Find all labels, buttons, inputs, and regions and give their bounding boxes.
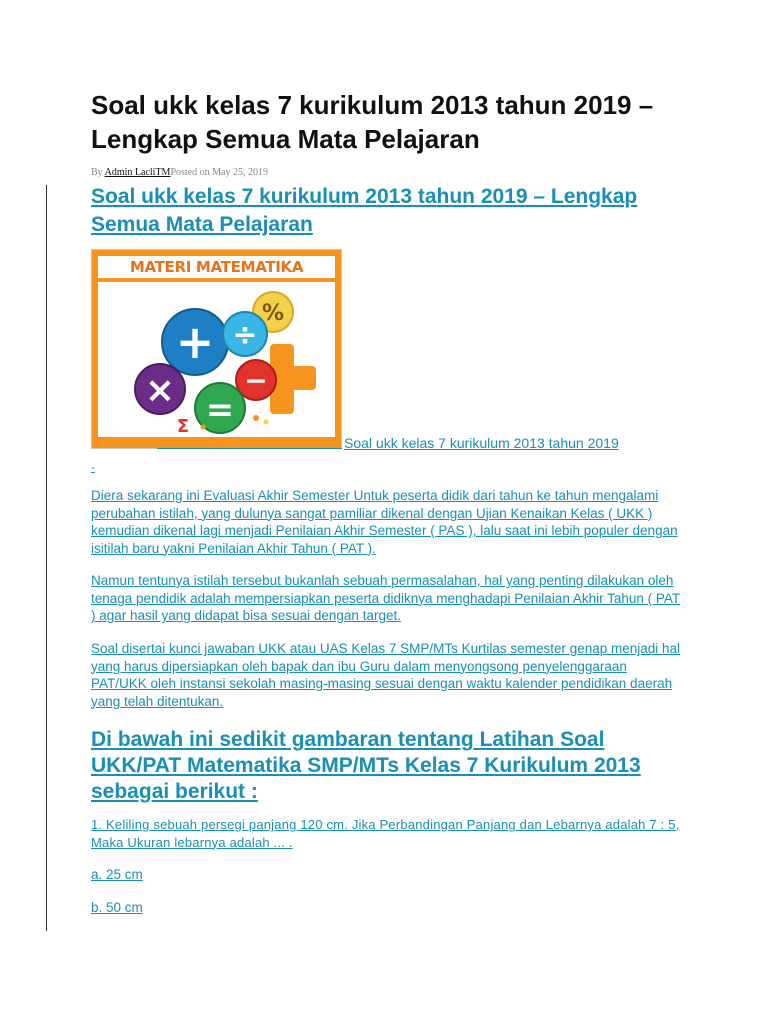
- dash-link[interactable]: -: [91, 460, 95, 474]
- minus-symbol: −: [244, 364, 268, 397]
- paragraph-1[interactable]: Diera sekarang ini Evaluasi Akhir Semester Untuk peserta didik dari tahun ke tahun mengalami perubahan istilah, yang dulunya sangat pamiliar dikenal dengan Ujian Kenaikan Kelas ( UKK ) kemudian dikenal lagi menjadi Penilaian Akhir Semester ( PAS ), lalu saat ini lebih populer dengan isitilah baru yakni Penilaian Akhir Tahun ( PAT ).: [91, 488, 678, 556]
- hero-image[interactable]: [91, 249, 342, 449]
- left-margin-rule: [46, 185, 47, 931]
- paragraph-3[interactable]: Soal disertai kunci jawaban UKK atau UAS Kelas 7 SMP/MTs Kurtilas semester genap menjadi hal yang harus dipersiapkan oleh bapak dan ibu Guru dalam menyongsong penyelenggaraan PAT/UKK oleh instansi sekolah masing-masing sesuai dengan waktu kalender pendidikan daerah yang telah ditentukan.: [91, 641, 681, 709]
- article-heading-link[interactable]: Soal ukk kelas 7 kurikulum 2013 tahun 2019 – Lengkap Semua Mata Pelajaran: [91, 185, 638, 236]
- percent-symbol: %: [261, 301, 285, 326]
- image-caption-link[interactable]: Soal ukk kelas 7 kurikulum 2013 tahun 2019: [344, 435, 619, 451]
- page-title: Soal ukk kelas 7 kurikulum 2013 tahun 2019 – Lengkap Semua Mata Pelajaran: [91, 90, 654, 154]
- section-subheading[interactable]: Di bawah ini sedikit gambaran tentang Latihan Soal UKK/PAT Matematika SMP/MTs Kelas 7 Kurikulum 2013 sebagai berikut :: [91, 728, 641, 803]
- hero-banner-text: MATERI MATEMATIKA: [98, 256, 335, 278]
- image-link-underline: [157, 448, 342, 449]
- divide-symbol: ÷: [232, 318, 258, 353]
- option-a[interactable]: a. 25 cm: [91, 867, 143, 882]
- option-b[interactable]: b. 50 cm: [91, 900, 143, 915]
- byline-posted: Posted on May 25, 2019: [170, 167, 268, 178]
- plus-symbol: +: [175, 315, 215, 369]
- author-link[interactable]: Admin LacliTM: [104, 167, 171, 178]
- question-1[interactable]: 1. Keliling sebuah persegi panjang 120 cm. Jika Perbandingan Panjang dan Lebarnya adalah 7 : 5, Maka Ukuran lebarnya adalah ... .: [91, 817, 680, 850]
- sigma-symbol: Σ: [176, 416, 190, 437]
- times-symbol: ×: [144, 370, 176, 411]
- byline-by: By: [91, 167, 105, 178]
- byline: [91, 167, 268, 178]
- paragraph-2[interactable]: Namun tentunya istilah tersebut bukanlah sebuah permasalahan, hal yang penting dilakukan oleh tenaga pendidik adalah mempersiapkan peserta didiknya menghadapi Penilaian Akhir Tahun ( PAT ) agar hasil yang didapat bisa sesuai dengan target.: [91, 573, 681, 623]
- math-symbols-illustration: [98, 282, 335, 437]
- equals-symbol: =: [205, 390, 235, 430]
